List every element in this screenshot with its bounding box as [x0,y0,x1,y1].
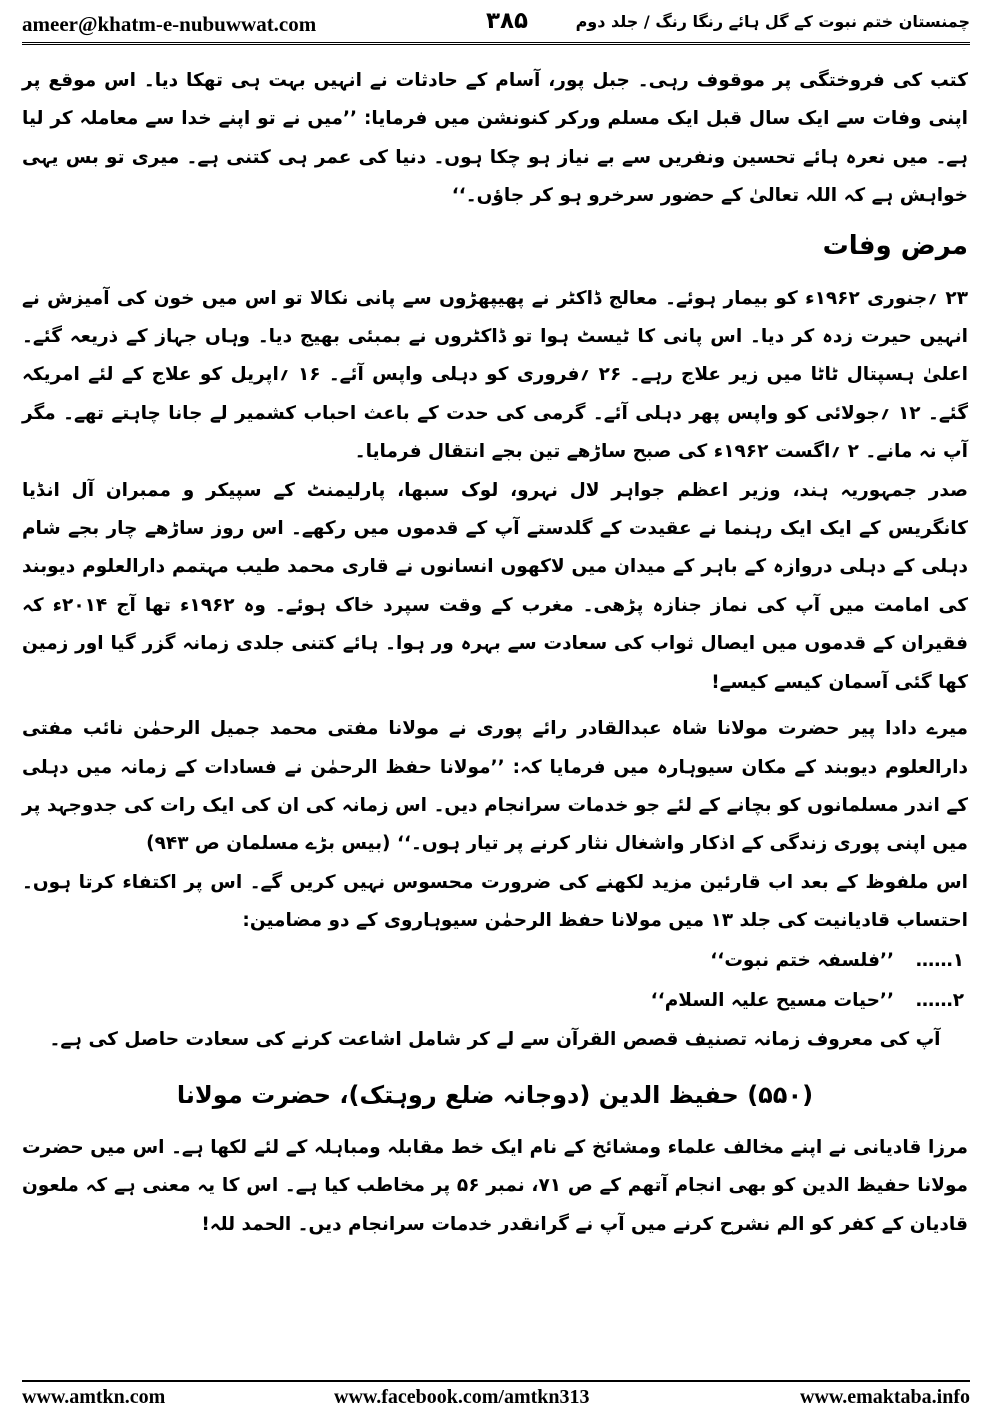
article-list [22,941,968,1021]
entry-title: (۵۵۰) حفیظ الدین (دوجانہ ضلع روہتک)، حضرت مولانا [176,1080,814,1109]
page-body [22,62,968,1244]
page-header [22,8,970,45]
list-item [22,941,964,981]
list-item-number: ۲…… [915,989,964,1011]
page-number: ۳۸۵ [485,8,529,34]
paragraph-5: اس ملفوظ کے بعد اب قارئین مزید لکھنے کی ضرورت محسوس نہیں کریں گے۔ اس پر اکتفاء کرتا ہوں۔ احتساب قادیانیت کی جلد ۱۳ میں مولانا حفظ الرحمٰن سیوہاروی کے دو مضامین: [22,871,968,932]
running-title: چمنستان ختم نبوت کے گل ہائے رنگا رنگ / جلد دوم [575,12,970,31]
list-item-text: ’’فلسفہ ختم نبوت‘‘ [710,949,894,971]
section-heading: مرض وفات [822,230,968,261]
paragraph-1: کتب کی فروختگی پر موقوف رہی۔ جبل پور، آسام کے حادثات نے انہیں بہت ہی تھکا دیا۔ اس موقع پر اپنی وفات سے ایک سال قبل ایک مسلم ورکر کنونشن میں فرمایا: ’’میں نے تو اپنے خدا سے معاملہ کر لیا ہے۔ میں نعرہ ہائے تحسین ونفریں سے بے نیاز ہو چکا ہوں۔ دنیا کی عمر ہی کتنی ہے۔ میری تو بس یہی خواہش ہے کہ اللہ تعالیٰ کے حضور سرخرو ہو کر جاؤں۔‘‘ [22,70,968,207]
list-item-text: ’’حیات مسیح علیہ السلام‘‘ [650,989,894,1011]
list-item-number: ۱…… [915,949,964,971]
paragraph-6: آپ کی معروف زمانہ تصنیف قصص القرآن سے لے کر شامل اشاعت کرنے کی سعادت حاصل کی ہے۔ [49,1028,941,1050]
paragraph-2: ۲۳ ؍جنوری ۱۹۶۲ء کو بیمار ہوئے۔ معالج ڈاکٹر نے پھیپھڑوں سے پانی نکالا تو اس میں خون کی آمیزش نے انہیں حیرت زدہ کر دیا۔ اس پانی کا ٹیسٹ ہوا تو ڈاکٹروں نے بمبئی بھیج دیا۔ وہاں جہاز کے ذریعہ گئے۔ اعلیٰ ہسپتال ٹاٹا میں زیر علاج رہے۔ ۲۶ ؍فروری کو دہلی واپس آئے۔ ۱۶ ؍اپریل کو علاج کے لئے امریکہ گئے۔ ۱۲ ؍جولائی کو واپس پھر دہلی آئے۔ گرمی کی حدت کے باعث احباب کشمیر لے جانا چاہتے تھے۔ مگر آپ نہ مانے۔ ۲ ؍اگست ۱۹۶۲ء کی صبح ساڑھے تین بجے انتقال فرمایا۔ [22,287,968,463]
footer-link-left[interactable]: www.amtkn.com [22,1386,166,1408]
footer-link-right[interactable]: www.emaktaba.info [799,1386,970,1408]
paragraph-4: میرے دادا پیر حضرت مولانا شاہ عبدالقادر رائے پوری نے مولانا مفتی محمد جمیل الرحمٰن نائب مفتی دارالعلوم دیوبند کے مکان سیوہارہ میں فرمایا کہ: ’’مولانا حفظ الرحمٰن نے فسادات کے زمانہ میں دہلی کے اندر مسلمانوں کو بچانے کے لئے جو خدمات سرانجام دیں۔ اس زمانہ کی ان کی ایک رات کی جدوجہد پر میں اپنی پوری زندگی کے اذکار واشغال نثار کرنے پر تیار ہوں۔‘‘ (بیس بڑے مسلمان ص ۹۴۳) [22,718,968,855]
list-item [22,981,964,1021]
footer-link-center[interactable]: www.facebook.com/amtkn313 [334,1386,590,1408]
header-email: ameer@khatm-e-nubuwwat.com [22,12,317,36]
page-footer [22,1380,970,1412]
paragraph-3: صدر جمہوریہ ہند، وزیر اعظم جواہر لال نہرو، لوک سبھا، پارلیمنٹ کے سپیکر و ممبران آل انڈیا کانگریس کے ایک ایک رہنما نے عقیدت کے گلدستے آپ کے قدموں میں رکھے۔ اس روز ساڑھے چار بجے شام دہلی کے دہلی دروازہ کے باہر کے میدان میں لاکھوں انسانوں نے قاری محمد طیب مہتمم دارالعلوم دیوبند کی امامت میں آپ کی نماز جنازہ پڑھی۔ مغرب کے وقت سپرد خاک ہوئے۔ وہ ۱۹۶۲ء تھا آج ۲۰۱۴ء کہ فقیران کے قدموں میں ایصال ثواب کی سعادت سے بہرہ ور ہوا۔ ہائے کتنی جلدی زمانہ گزر گیا اور زمین کھا گئی آسمان کیسے کیسے! [22,479,968,693]
paragraph-7: مرزا قادیانی نے اپنے مخالف علماء ومشائخ کے نام ایک خط مقابلہ ومباہلہ کے لئے لکھا ہے۔ اس میں حضرت مولانا حفیظ الدین کو بھی انجام آتھم کے ص ۷۱، نمبر ۵۶ پر مخاطب کیا ہے۔ اس کا یہ معنی ہے کہ ملعون قادیان کے کفر کو الم نشرح کرنے میں آپ نے گرانقدر خدمات سرانجام دیں۔ الحمد للہ! [22,1136,968,1235]
